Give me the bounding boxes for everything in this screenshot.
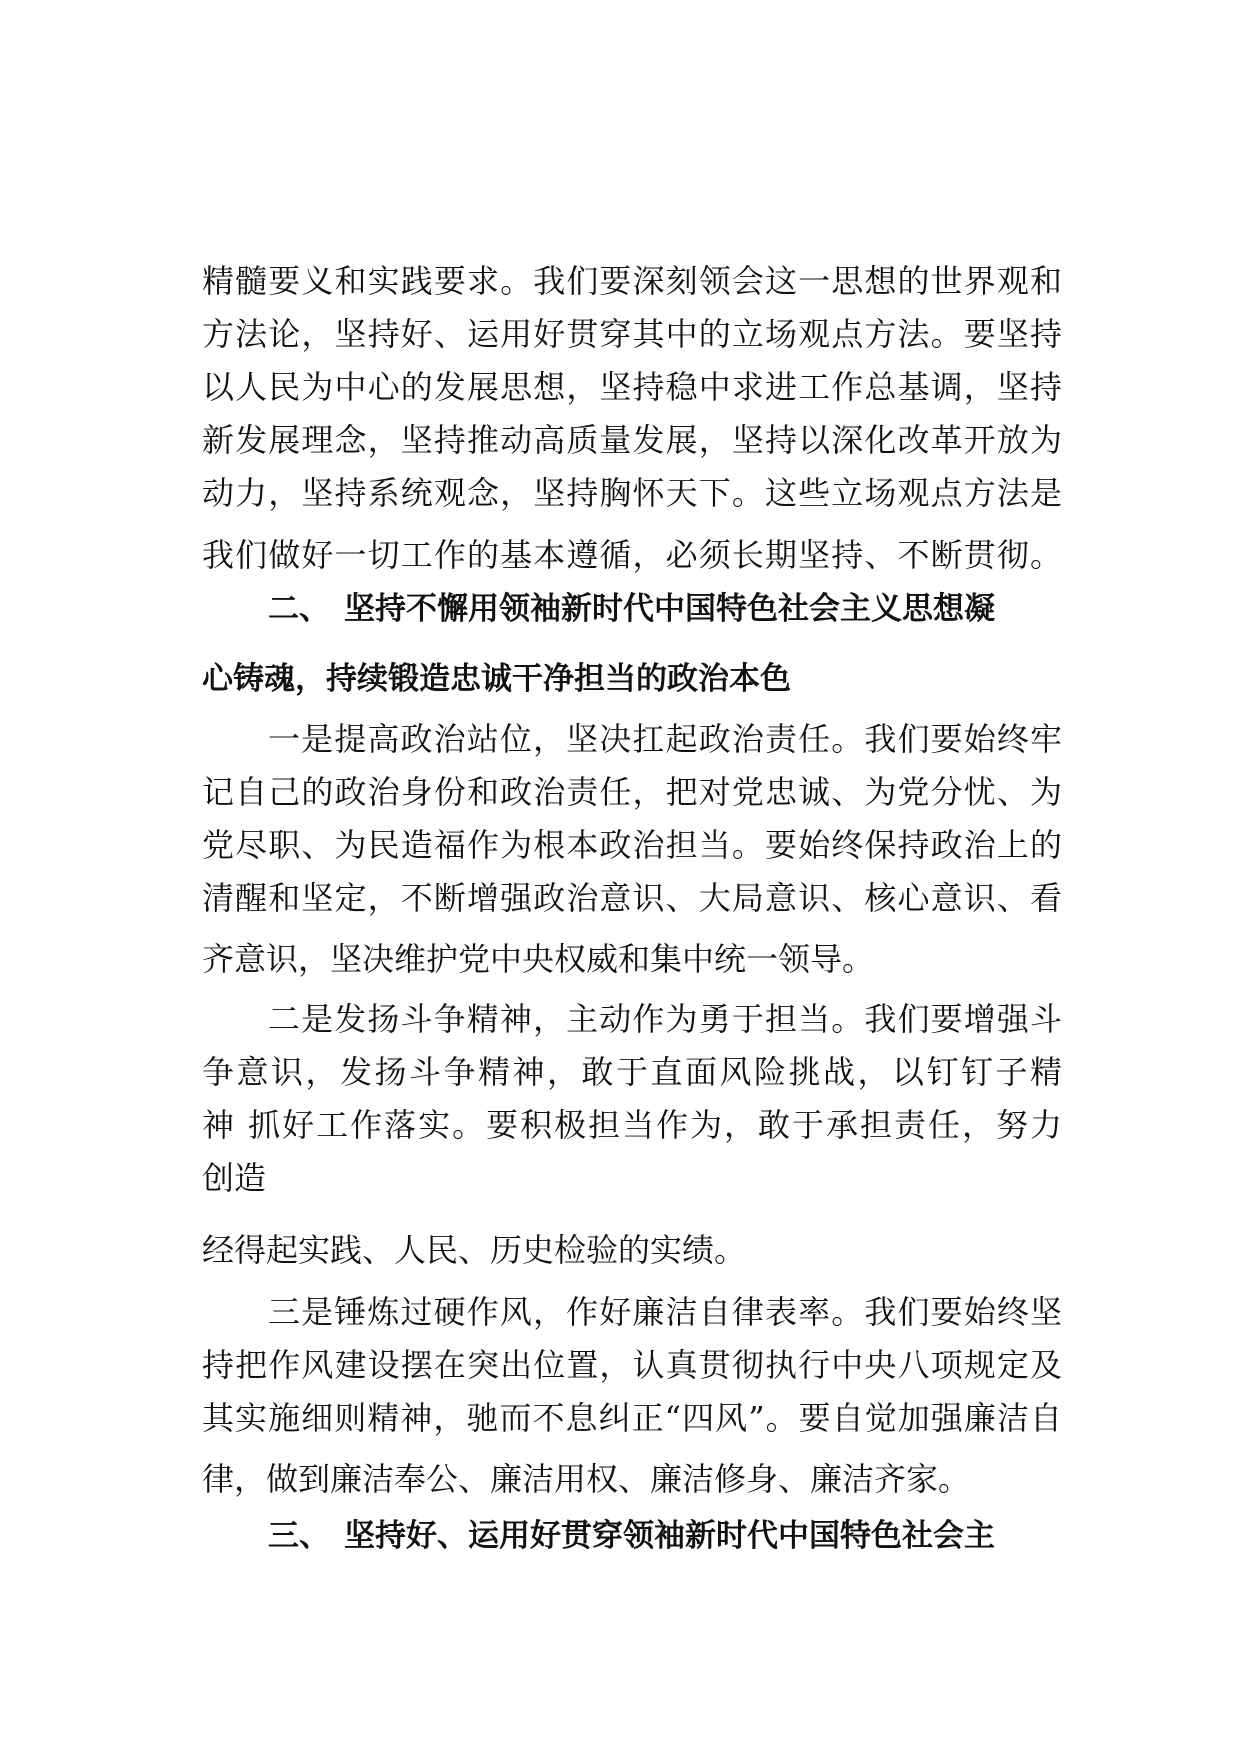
paragraph-line: 二是发扬斗争精神，主动作为勇于担当。我们要增强斗 <box>268 1000 1062 1038</box>
paragraph-line: 创造 <box>202 1159 267 1197</box>
paragraph-line: 党尽职、为民造福作为根本政治担当。要始终保持政治上的 <box>202 826 1062 864</box>
paragraph-line: 神 抓好工作落实。要积极担当作为，敢于承担责任，努力 <box>202 1106 1062 1144</box>
paragraph-line: 我们做好一切工作的基本遵循，必须长期坚持、不断贯彻。 <box>202 536 1062 574</box>
paragraph-line: 持把作风建设摆在突出位置，认真贯彻执行中央八项规定及 <box>202 1346 1062 1384</box>
paragraph-line: 记自己的政治身份和政治责任，把对党忠诚、为党分忧、为 <box>202 773 1062 811</box>
paragraph-line: 精髓要义和实践要求。我们要深刻领会这一思想的世界观和 <box>202 262 1062 300</box>
paragraph-line: 新发展理念，坚持推动高质量发展，坚持以深化改革开放为 <box>202 421 1062 459</box>
paragraph-line: 争意识，发扬斗争精神，敢于直面风险挑战，以钉钉子精 <box>202 1053 1062 1091</box>
section-title-line: 心铸魂，持续锻造忠诚干净担当的政治本色 <box>202 661 791 697</box>
paragraph-line: 其实施细则精神，驰而不息纠正“四风”。要自觉加强廉洁自 <box>202 1399 1062 1437</box>
section-title-line: 坚持好、运用好贯穿领袖新时代中国特色社会主 <box>344 1518 995 1554</box>
paragraph-line: 方法论，坚持好、运用好贯穿其中的立场观点方法。要坚持 <box>202 315 1062 353</box>
section-number: 三、 <box>268 1518 330 1554</box>
paragraph-line: 清醒和坚定，不断增强政治意识、大局意识、核心意识、看 <box>202 879 1062 917</box>
paragraph-line: 以人民为中心的发展思想，坚持稳中求进工作总基调，坚持 <box>202 368 1062 406</box>
paragraph-line: 动力，坚持系统观念，坚持胸怀天下。这些立场观点方法是 <box>202 474 1062 512</box>
section-title-line: 坚持不懈用领袖新时代中国特色社会主义思想凝 <box>344 591 995 627</box>
paragraph-line: 律，做到廉洁奉公、廉洁用权、廉洁修身、廉洁齐家。 <box>202 1460 971 1498</box>
section-number: 二、 <box>268 591 330 627</box>
paragraph-line: 三是锤炼过硬作风，作好廉洁自律表率。我们要始终坚 <box>268 1293 1062 1331</box>
paragraph-line: 经得起实践、人民、历史检验的实绩。 <box>202 1231 747 1269</box>
paragraph-line: 一是提高政治站位，坚决扛起政治责任。我们要始终牢 <box>268 720 1062 758</box>
paragraph-line: 齐意识，坚决维护党中央权威和集中统一领导。 <box>202 940 875 978</box>
